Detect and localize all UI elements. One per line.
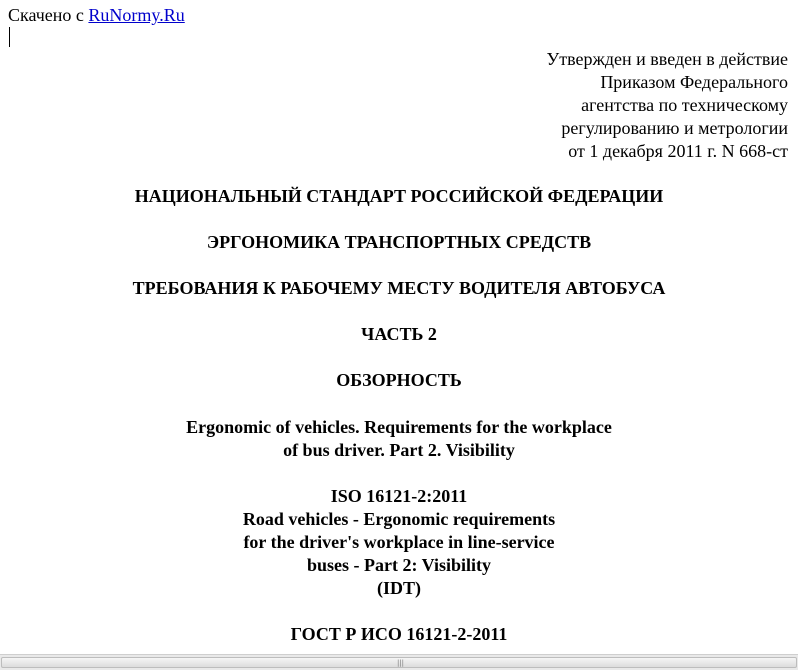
visibility-heading: ОБЗОРНОСТЬ	[336, 370, 462, 390]
iso-line: Road vehicles - Ergonomic requirements	[242, 509, 556, 529]
iso-line: ISO 16121-2:2011	[330, 486, 468, 506]
approval-block	[546, 48, 788, 163]
english-title-line: Ergonomic of vehicles. Requirements for the workplace	[186, 417, 612, 437]
runormy-link[interactable]: RuNormy.Ru	[88, 5, 185, 25]
english-title-line: of bus driver. Part 2. Visibility	[283, 440, 515, 460]
approval-line: регулированию и метрологии	[561, 118, 788, 138]
national-standard-heading: НАЦИОНАЛЬНЫЙ СТАНДАРТ РОССИЙСКОЙ ФЕДЕРАЦИИ	[134, 186, 664, 206]
requirements-heading: ТРЕБОВАНИЯ К РАБОЧЕМУ МЕСТУ ВОДИТЕЛЯ АВТОБУСА	[132, 278, 666, 298]
english-title	[0, 416, 798, 462]
iso-block	[0, 485, 798, 600]
approval-line: от 1 декабря 2011 г. N 668-ст	[568, 141, 788, 161]
grip-icon: |||	[396, 659, 405, 667]
iso-line: (IDT)	[377, 578, 421, 598]
iso-line: for the driver's workplace in line-service	[243, 532, 555, 552]
approval-line: Утвержден и введен в действие	[546, 49, 788, 69]
approval-line: Приказом Федерального	[600, 72, 788, 92]
iso-line: buses - Part 2: Visibility	[306, 555, 491, 575]
source-prefix: Скачено с	[8, 5, 89, 25]
horizontal-scrollbar[interactable]	[0, 654, 798, 670]
approval-line: агентства по техническому	[581, 95, 788, 115]
scrollbar-thumb[interactable]	[1, 657, 797, 668]
text-caret	[9, 27, 10, 47]
gost-designation: ГОСТ Р ИСО 16121-2-2011	[290, 624, 508, 644]
ergonomics-heading: ЭРГОНОМИКА ТРАНСПОРТНЫХ СРЕДСТВ	[206, 232, 592, 252]
source-line	[8, 4, 185, 26]
part-heading: ЧАСТЬ 2	[361, 324, 437, 344]
